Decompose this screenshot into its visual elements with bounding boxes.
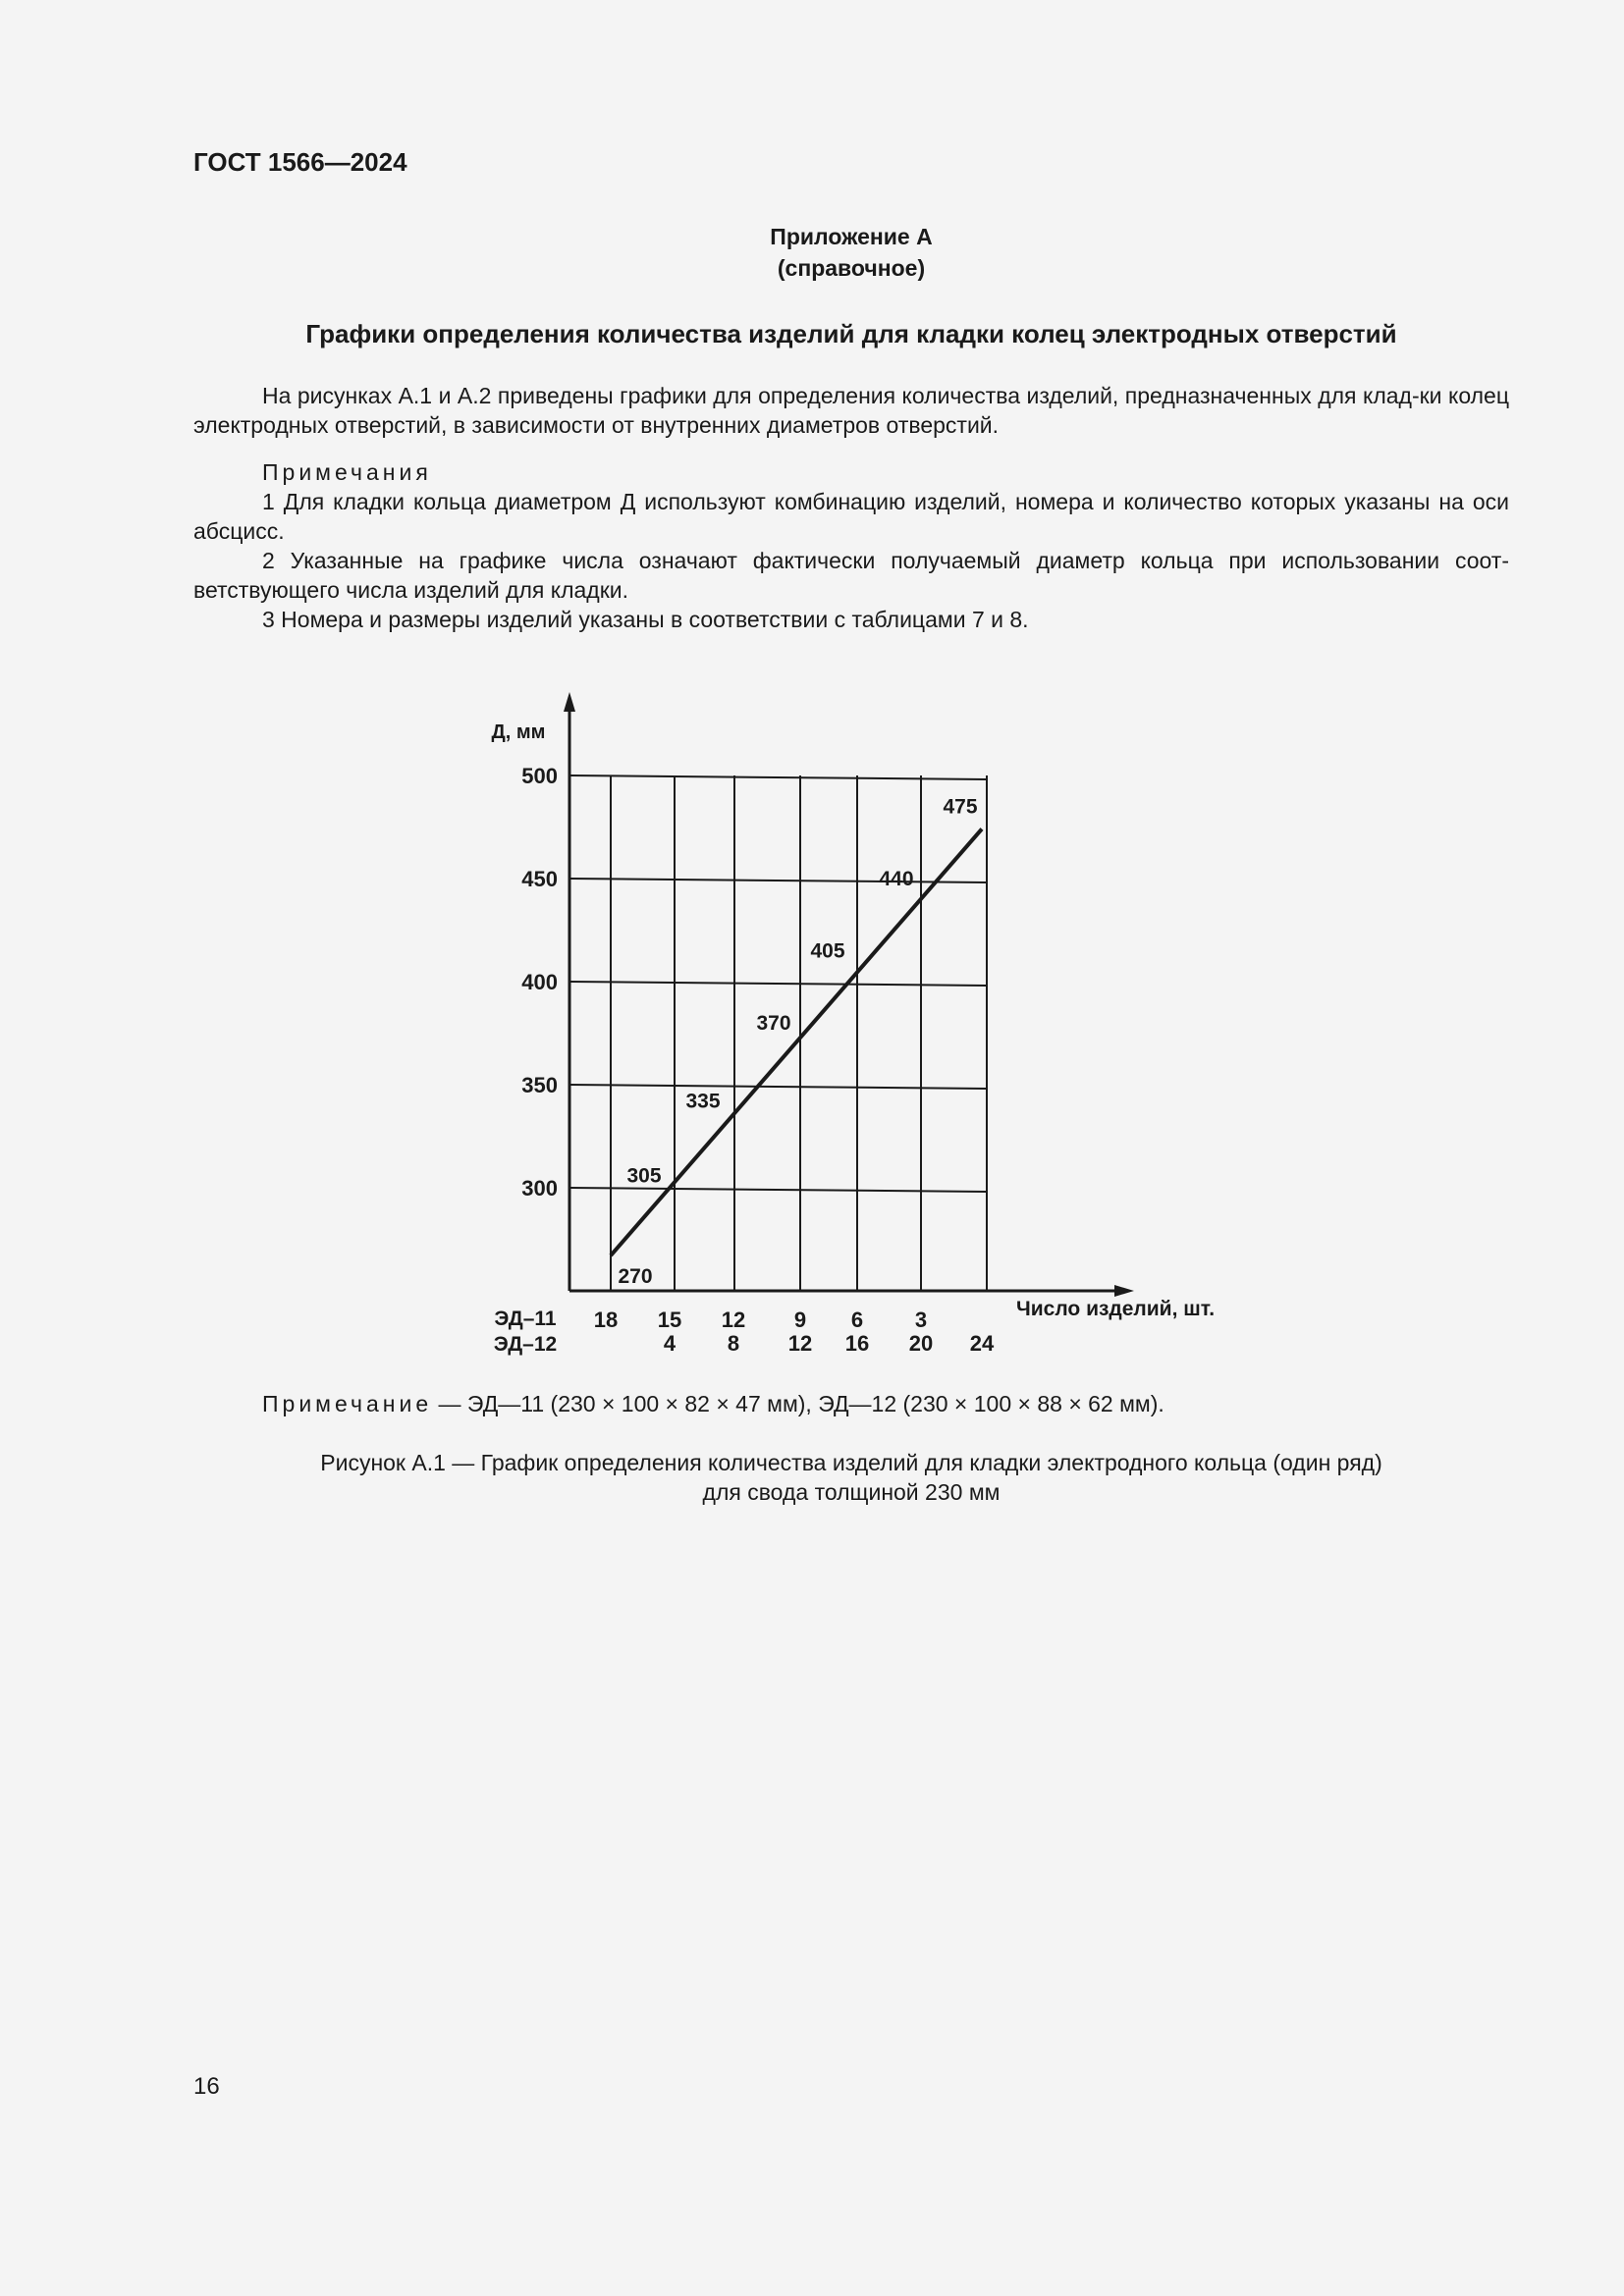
figure-caption — [193, 1448, 1509, 1507]
caption-line-1: Рисунок А.1 — График определения количества изделий для кладки электродного кольца (один ряд) — [320, 1450, 1382, 1475]
grid-line-h — [569, 1188, 987, 1192]
ed12-tick-label: 12 — [787, 1331, 813, 1356]
ed11-tick-label: 18 — [593, 1308, 619, 1332]
x-axis-arrow — [1114, 1285, 1134, 1297]
ed11-tick-label: 9 — [793, 1308, 807, 1332]
intro-paragraph: На рисунках А.1 и А.2 приведены графики для определения количества изделий, предназначенных для клад-ки колец электродных отверстий, в зависимости от внутренних диаметров отверстий. — [193, 383, 1509, 438]
section-title: Графики определения количества изделий для кладки колец электродных отверстий — [305, 319, 1397, 348]
data-label: 405 — [810, 939, 845, 963]
ed12-tick-label: 4 — [663, 1331, 677, 1356]
notes-heading: Примечания — [262, 459, 432, 485]
data-label: 475 — [943, 795, 978, 819]
caption-line-2: для свода толщиной 230 мм — [702, 1479, 1001, 1505]
y-tick-label: 350 — [521, 1073, 558, 1097]
x-axis-label: Число изделий, шт. — [1016, 1298, 1216, 1320]
figure-note-label: Примечание — [262, 1391, 433, 1416]
ed12-tick-label: 24 — [969, 1331, 995, 1356]
ed11-tick-label: 3 — [914, 1308, 928, 1332]
y-tick-label: 500 — [521, 764, 558, 788]
grid-line-h — [569, 775, 987, 779]
ed12-tick-label: 16 — [844, 1331, 870, 1356]
note-item-3: 3 Номера и размеры изделий указаны в соответствии с таблицами 7 и 8. — [262, 607, 1029, 632]
note-item-1: 1 Для кладки кольца диаметром Д используют комбинацию изделий, номера и количество которых указаны на оси абсцисс. — [193, 489, 1509, 544]
appendix-title: Приложение А — [770, 224, 933, 249]
data-label: 305 — [626, 1164, 662, 1188]
note-item-2: 2 Указанные на графике числа означают фактически получаемый диаметр кольца при использовании соот-ветствующего числа изделий для кладки. — [193, 548, 1509, 603]
data-label: 370 — [756, 1012, 791, 1035]
data-label: 335 — [685, 1090, 721, 1113]
ed12-tick-label: 20 — [908, 1331, 934, 1356]
figure-note — [193, 1389, 1509, 1418]
ed11-tick-label: 15 — [657, 1308, 682, 1332]
data-label: 440 — [879, 868, 914, 890]
ed11-tick-label: 12 — [721, 1308, 746, 1332]
data-label: 270 — [618, 1265, 653, 1288]
ed11-tick-label: 6 — [850, 1308, 864, 1332]
y-tick-label: 450 — [521, 867, 558, 891]
y-tick-label: 300 — [521, 1176, 558, 1201]
grid-line-h — [569, 879, 987, 882]
row-label-ed11: ЭД–11 — [494, 1308, 557, 1330]
figure-note-text: — ЭД—11 (230 × 100 × 82 × 47 мм), ЭД—12 (230 × 100 × 88 × 62 мм). — [432, 1391, 1164, 1416]
ed12-tick-label: 8 — [727, 1331, 740, 1356]
y-axis-label: Д, мм — [491, 721, 546, 743]
grid-line-h — [569, 982, 987, 986]
page-number: 16 — [193, 2073, 220, 2100]
appendix-subtitle: (справочное) — [777, 255, 926, 281]
document-header: ГОСТ 1566—2024 — [193, 147, 407, 177]
row-label-ed12: ЭД–12 — [493, 1333, 558, 1356]
y-tick-label: 400 — [521, 970, 558, 994]
grid-line-h — [569, 1085, 987, 1089]
y-axis-arrow — [564, 692, 575, 712]
